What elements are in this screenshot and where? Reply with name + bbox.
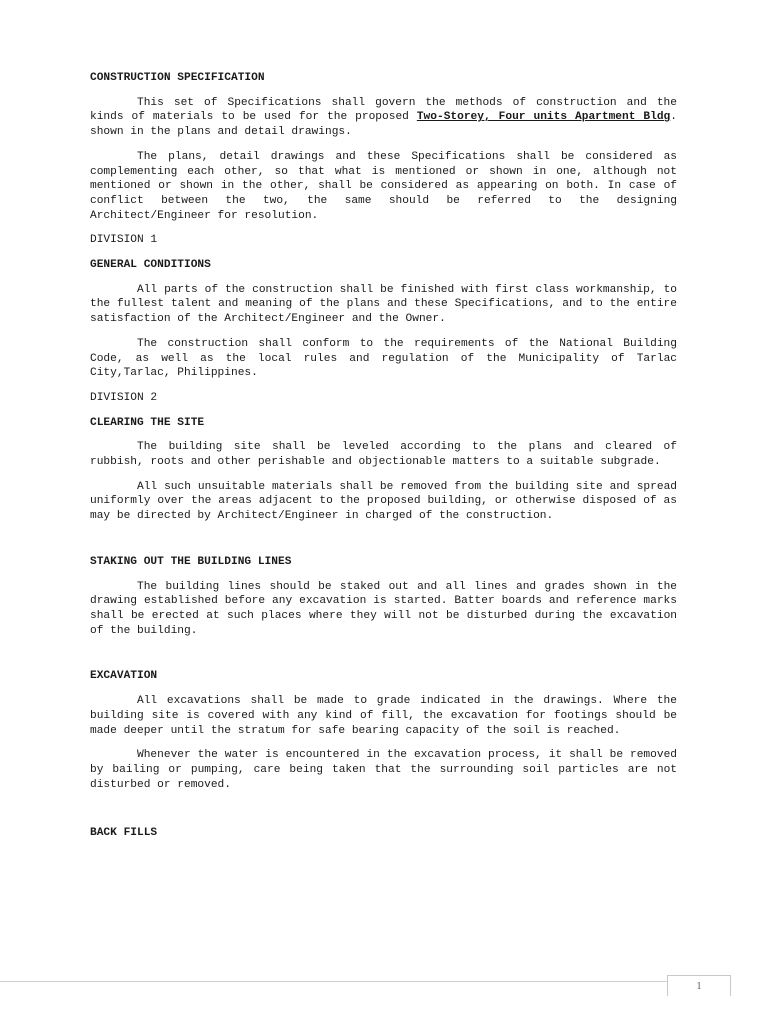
clearing-site-heading: CLEARING THE SITE: [90, 416, 205, 429]
footer-divider: [0, 981, 667, 982]
document-page: [90, 71, 677, 841]
staking-paragraph: The building lines should be staked out and all lines and grades shown in the drawing established before any excavation is started. Batter boards and reference marks shall be erected at such places where they will not be disturbed during the excavation of the building.: [90, 580, 677, 637]
staking-heading: STAKING OUT THE BUILDING LINES: [90, 555, 292, 568]
general-conditions-heading: GENERAL CONDITIONS: [90, 259, 211, 272]
clearing-site-paragraph-1: The building site shall be leveled according to the plans and cleared of rubbish, roots and other perishable and objectionable matters to a suitable subgrade.: [90, 441, 677, 469]
intro-text-before: This set of Specifications shall govern the methods of construction and the kinds of materials to be used for the proposed: [90, 96, 677, 124]
division-2-label: DIVISION 2: [90, 391, 158, 404]
excavation-heading: EXCAVATION: [90, 670, 158, 683]
plans-paragraph: The plans, detail drawings and these Specifications shall be considered as complementing each other, so that what is mentioned or shown in one, although not mentioned or shown in the other, shall be considered as appearing on both. In case of conflict between the two, the same should be referred to the designing Architect/Engineer for resolution.: [90, 150, 677, 222]
back-fills-heading: BACK FILLS: [90, 827, 158, 840]
project-name: Two-Storey, Four units Apartment Bldg: [416, 111, 671, 124]
clearing-site-paragraph-2: All such unsuitable materials shall be removed from the building site and spread uniformly over the areas adjacent to the proposed building, or otherwise disposed of as may be directed by Architect/Engineer in charged of the construction.: [90, 480, 677, 523]
division-1-label: DIVISION 1: [90, 234, 158, 247]
excavation-paragraph-2: Whenever the water is encountered in the excavation process, it shall be removed by bailing or pumping, care being taken that the surrounding soil particles are not disturbed or removed.: [90, 749, 677, 791]
intro-text-after: . shown in the plans and detail drawings.: [90, 111, 677, 139]
general-conditions-paragraph-2: The construction shall conform to the requirements of the National Building Code, as well as the local rules and regulation of the Municipality of Tarlac City,Tarlac, Philippines.: [90, 337, 677, 380]
intro-paragraph: [90, 96, 677, 140]
document-title: CONSTRUCTION SPECIFICATION: [90, 72, 265, 84]
excavation-paragraph-1: All excavations shall be made to grade indicated in the drawings. Where the building site is covered with any kind of fill, the excavation for footings should be made deeper until the stratum for safe bearing capacity of the soil is reached.: [90, 695, 677, 737]
page-number: 1: [667, 975, 731, 996]
general-conditions-paragraph-1: All parts of the construction shall be finished with first class workmanship, to the fullest talent and meaning of the plans and these Specifications, and to the entire satisfaction of the Architect/Engineer and the Owner.: [90, 283, 677, 326]
